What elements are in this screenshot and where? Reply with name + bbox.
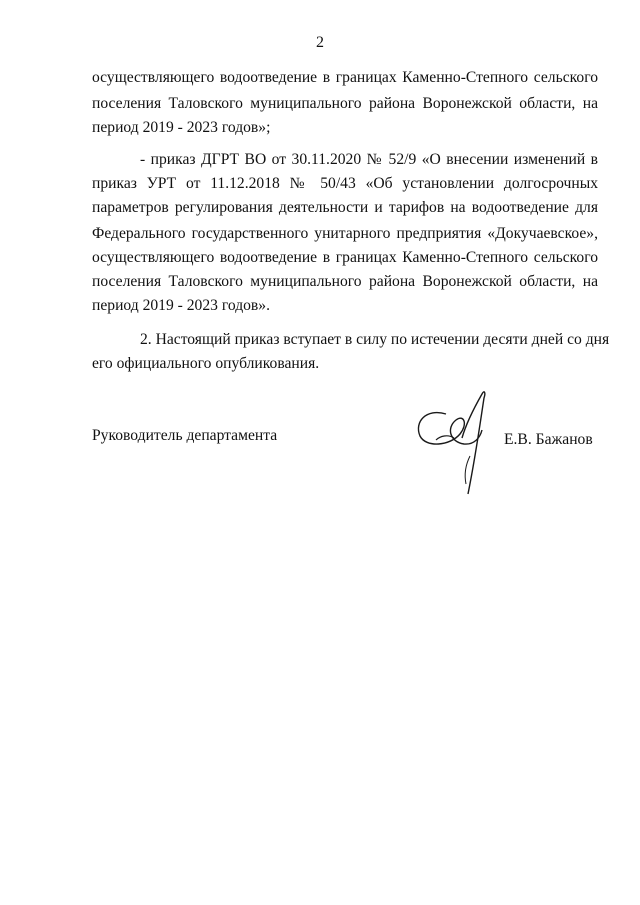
text-line: его официального опубликования.: [92, 355, 320, 372]
text-line: параметров регулирования деятельности и тарифов на водоотведение для: [92, 199, 598, 216]
text-line: осуществляющего водоотведение в границах Каменно-Степного сельского: [92, 249, 598, 266]
text-line: период 2019 - 2023 годов».: [92, 297, 270, 314]
text-line: Федерального государственного унитарного предприятия «Докучаевское»,: [92, 225, 598, 242]
text-line: поселения Таловского муниципального района Воронежской области, на: [92, 95, 598, 112]
text-line: поселения Таловского муниципального района Воронежской области, на: [92, 273, 598, 290]
page-number: 2: [316, 34, 324, 51]
handwritten-signature: [406, 384, 506, 500]
signatory-title: Руководитель департамента: [92, 427, 278, 444]
text-line: осуществляющего водоотведение в границах Каменно-Степного сельского: [92, 69, 598, 86]
text-line: период 2019 - 2023 годов»;: [92, 119, 271, 136]
text-line: - приказ ДГРТ ВО от 30.11.2020 № 52/9 «О внесении изменений в: [140, 151, 598, 168]
text-line: 2. Настоящий приказ вступает в силу по истечении десяти дней со дня: [140, 331, 610, 348]
signatory-name: Е.В. Бажанов: [504, 431, 593, 448]
text-line: приказ УРТ от 11.12.2018 № 50/43 «Об установлении долгосрочных: [92, 175, 598, 192]
